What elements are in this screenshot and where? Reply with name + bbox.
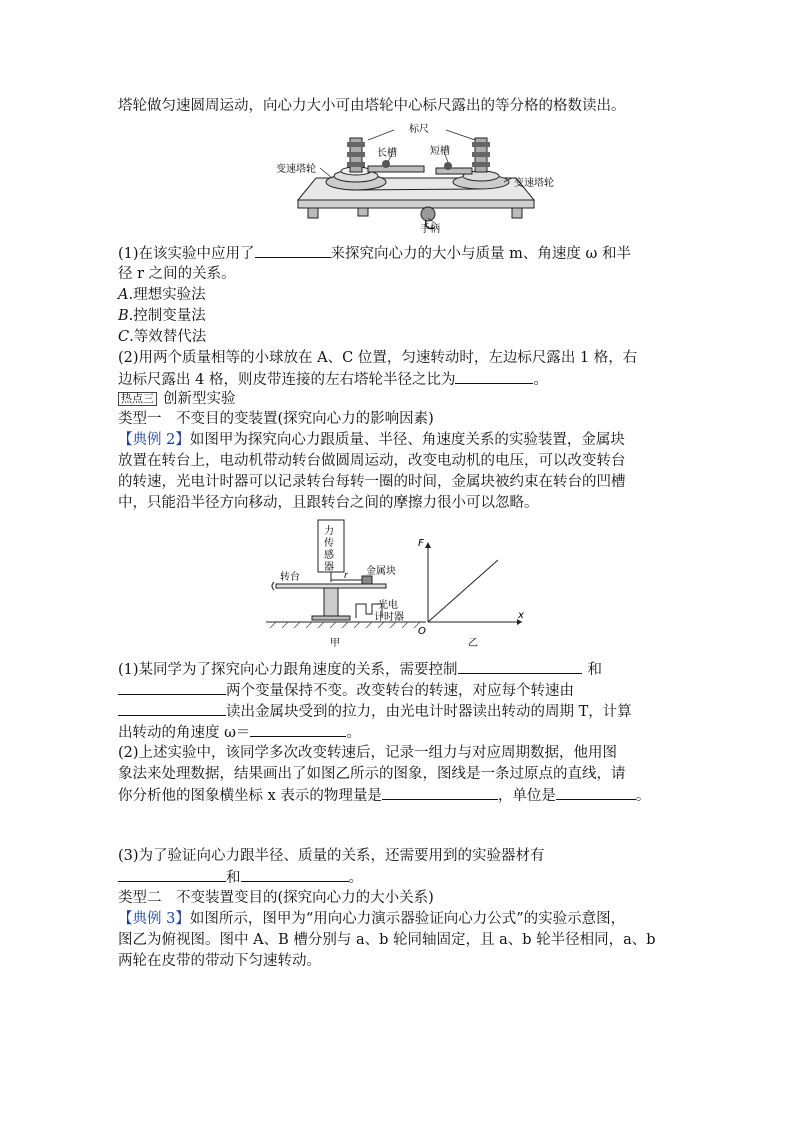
label-metal-block: 金属块: [366, 566, 396, 577]
q2-blank-8: [241, 867, 349, 882]
q2-blank-5: [382, 785, 498, 800]
q2-blank-3: [118, 701, 226, 716]
label-photo-1: 光电: [378, 600, 398, 611]
radius-label: r: [344, 571, 348, 581]
q2-p1-line3: 读出金属块受到的拉力，由光电计时器读出转动的周期 T，计算: [118, 701, 632, 722]
label-short-slot: 短槽: [430, 146, 450, 157]
label-photo-2: 计时器: [374, 612, 404, 623]
q2-p2-line3: 你分析他的图象横坐标 x 表示的物理量是 ，单位是 。: [118, 785, 650, 806]
ex3-line1: 【典例 3】如图所示，图甲为“用向心力演示器验证向心力公式”的实验示意图，: [118, 911, 626, 927]
q2-blank-2: [118, 680, 226, 695]
option-b: B.控制变量法: [118, 308, 206, 324]
option-c: C.等效替代法: [118, 329, 207, 345]
q2-blank-1: [458, 659, 582, 674]
proportional-line: [428, 560, 498, 622]
f-x-graph-figure: [414, 538, 534, 650]
hot-point-heading: 热点三 创新型实验: [118, 389, 236, 409]
q2-p1-line1: (1)某同学为了探究向心力跟角速度的关系，需要控制 和: [118, 659, 602, 680]
sensor-char-2: 传: [324, 538, 334, 549]
label-handle: 手柄: [420, 224, 440, 235]
origin-label: O: [418, 626, 426, 637]
q2-p3-line2: 和 。: [118, 867, 363, 888]
label-turntable: 转台: [280, 572, 300, 583]
ex3-line2: 图乙为俯视图。图中 A、B 槽分别与 a、b 轮同轴固定，且 a、b 轮半径相同，a、b: [118, 932, 656, 948]
ex2-line2: 放置在转台上，电动机带动转台做圆周运动，改变电动机的电压，可以改变转台: [118, 453, 626, 469]
ex2-line3: 的转速，光电计时器可以记录转台每转一圈的时间，金属块被约束在转台的凹槽: [118, 474, 626, 490]
turntable-apparatus-figure: [266, 518, 426, 650]
q2-p3-line1: (3)为了验证向心力跟半径、质量的关系，还需要用到的实验器材有: [118, 848, 545, 864]
q2-p2-line2: 象法来处理数据，结果画出了如图乙所示的图象，图线是一条过原点的直线，请: [118, 766, 626, 782]
sensor-char-1: 力: [324, 526, 334, 537]
q2-p2-line1: (2)上述实验中，该同学多次改变转速后，记录一组力与对应周期数据，他用图: [118, 745, 618, 761]
centripetal-apparatus-figure: [276, 120, 556, 238]
q1-part2-line1: (2)用两个质量相等的小球放在 A、C 位置，匀速转动时，左边标尺露出 1 格，右: [118, 350, 638, 366]
type2-heading: 类型二 不变装置变目的(探究向心力的大小关系): [118, 890, 434, 906]
q2-p1-line4: 出转动的角速度 ω＝ 。: [118, 722, 361, 743]
caption-left: 甲: [330, 638, 340, 649]
sensor-char-3: 感: [324, 550, 334, 561]
caption-right: 乙: [468, 638, 478, 649]
label-left-wheel: 变速塔轮: [276, 164, 316, 175]
option-a: A.理想实验法: [118, 287, 206, 303]
q1-blank-1: [255, 243, 331, 258]
ex2-line1: 【典例 2】如图甲为探究向心力跟质量、半径、角速度关系的实验装置，金属块: [118, 432, 625, 448]
label-right-wheel: 变速塔轮: [514, 178, 554, 189]
ex3-line3: 两轮在皮带的带动下匀速转动。: [118, 953, 321, 969]
ex2-line4: 中，只能沿半径方向移动，且跟转台之间的摩擦力很小可以忽略。: [118, 495, 539, 511]
q1-part1-line1: (1)在该实验中应用了 来探究向心力的大小与质量 m、角速度 ω 和半: [118, 243, 631, 264]
q2-blank-4: [250, 722, 346, 737]
label-long-slot: 长槽: [377, 148, 397, 159]
sensor-char-4: 器: [324, 562, 334, 573]
axis-x-label: x: [518, 610, 524, 621]
q2-blank-6: [556, 785, 636, 800]
ex2-label: 【典例 2】: [118, 432, 190, 448]
q1-part1-line2: 径 r 之间的关系。: [118, 266, 236, 282]
axis-y-label: F: [418, 538, 424, 549]
q2-p1-line2: 两个变量保持不变。改变转台的转速，对应每个转速由: [118, 680, 574, 701]
type1-heading: 类型一 不变目的变装置(探究向心力的影响因素): [118, 411, 434, 427]
q2-blank-7: [118, 867, 226, 882]
q1-part2-line2: 边标尺露出 4 格，则皮带连接的左右塔轮半径之比为 。: [118, 369, 548, 390]
ex3-label: 【典例 3】: [118, 911, 190, 927]
label-ruler: 标尺: [409, 124, 429, 135]
q1-blank-2: [455, 369, 533, 384]
hot-point-tag: 热点三: [118, 392, 157, 406]
intro-text: 塔轮做匀速圆周运动，向心力大小可由塔轮中心标尺露出的等分格的格数读出。: [118, 98, 626, 114]
